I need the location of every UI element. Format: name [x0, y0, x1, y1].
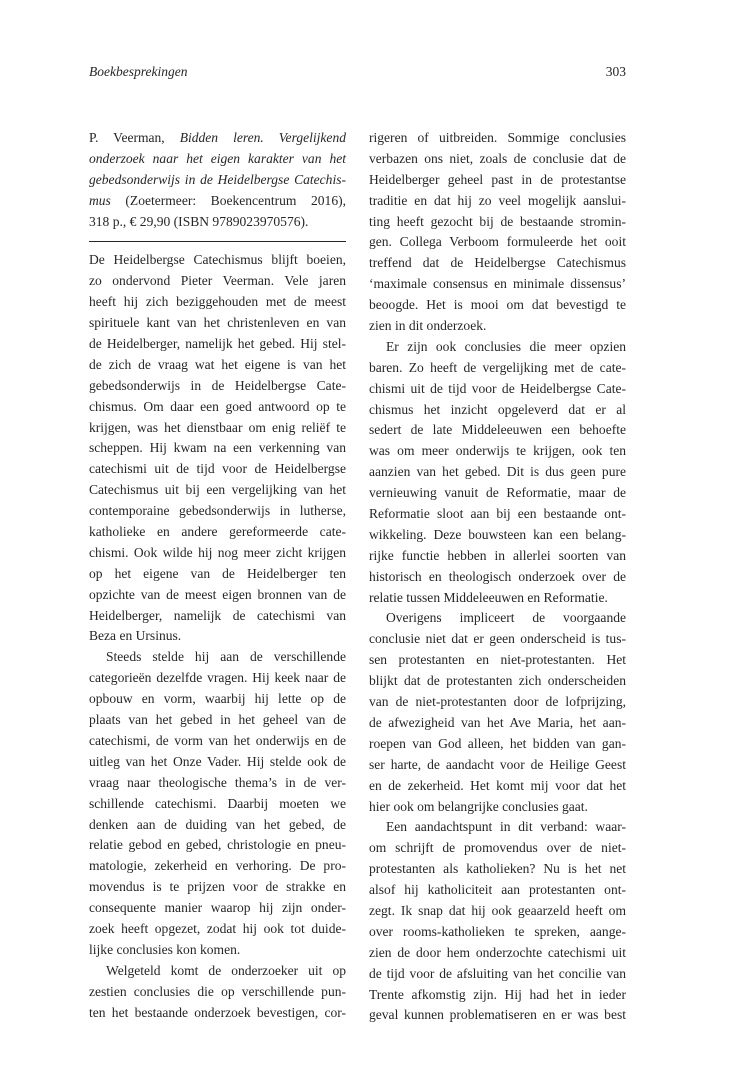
text-line: ‘maximale consensus en minimale dissensus’	[369, 276, 626, 292]
text-line: consequente manier waarop hij zijn onder-	[89, 900, 346, 916]
text-line: de afwezigheid van het Ave Maria, het aan-	[369, 714, 626, 730]
citation-title-text: mus	[89, 192, 111, 208]
text-line: Welgeteld komt de onderzoeker uit op	[106, 962, 346, 978]
text-line: contemporaine gebedsonderwijs in lutherse,	[89, 503, 346, 519]
text-line: relatie gebod en gebed, christologie en pneu-	[89, 837, 346, 853]
text-line: zien de door hem onderzochte catechismi uit	[369, 944, 626, 960]
left-column-body	[89, 250, 346, 1023]
right-column	[369, 128, 626, 1026]
left-column	[89, 128, 346, 1023]
text-line: chismi. Ook wilde hij nog meer zicht krijgen	[89, 544, 346, 560]
text-line: Beza en Ursinus.	[89, 628, 182, 644]
text-line: ting heeft gezocht bij de bestaande stromin-	[369, 213, 626, 229]
text-line: opzichte van de meest eigen bronnen van de	[89, 586, 346, 602]
text-line: de Heidelberger, namelijk het gebed. Hij stel-	[89, 336, 346, 352]
text-line: rijke functie hebben in allerlei soorten van	[369, 547, 626, 563]
text-line: schillende catechismi. Daarbij moeten we	[89, 795, 346, 811]
text-line: krijgen, was het dienstbaar om enig reliëf te	[89, 419, 346, 435]
citation-divider	[89, 241, 346, 242]
citation-title-text: Bidden leren. Vergelijkend	[179, 130, 346, 145]
text-line: heeft hij zich beziggehouden met de meest	[89, 294, 346, 310]
text-line: matologie, zekerheid en verhoring. De pro-	[89, 858, 346, 874]
text-line: scheppen. Hij kwam na een verkenning van	[89, 440, 346, 456]
paragraph	[369, 817, 626, 1026]
paragraph	[369, 128, 626, 337]
citation-text: (Zoetermeer: Boekencentrum 2016),	[110, 192, 346, 208]
text-line: opbouw en vorm, waarbij hij lette op de	[89, 691, 346, 707]
text-line: de tijd voor de afsluiting van het concilie van	[369, 965, 626, 981]
text-line: denken aan de duiding van het gebed, de	[89, 816, 346, 832]
text-line: chismus. Om daar een goed antwoord op te	[89, 398, 346, 414]
right-column-body	[369, 128, 626, 1026]
text-line: lijke conclusies kon komen.	[89, 941, 241, 957]
citation-line	[89, 170, 346, 191]
text-line: Overigens impliceert de voorgaande	[386, 610, 626, 626]
text-line: beoogde. Het is mooi om dat bevestigd te	[369, 297, 626, 313]
text-line: Catechismus uit bij een vergelijking van het	[89, 482, 346, 498]
text-line: gen. Collega Verboom formuleerde het ooit	[369, 234, 626, 250]
text-line: vraag naar theologische thema’s in de ver-	[89, 774, 346, 790]
text-line: over rooms-katholieken te spreken, aange-	[369, 923, 626, 939]
citation-title-text: gebedsonderwijs in de Heidelbergse Catechis-	[89, 171, 346, 187]
text-line: katholieke en andere gereformeerde cate-	[89, 524, 346, 540]
text-line: roepen van God alleen, het bidden van gan-	[369, 735, 626, 751]
text-line: treffend dat de Heidelbergse Catechismus	[369, 255, 626, 271]
text-line: historisch en theologisch onderzoek over de	[369, 568, 626, 584]
text-line: Trente afkomstig zijn. Hij had het in ieder	[369, 986, 626, 1002]
text-line: Steeds stelde hij aan de verschillende	[106, 649, 346, 665]
text-line: was om meer onderwijs te krijgen, ook ten	[369, 443, 626, 459]
text-line: plaats van het gebed in het geheel van de	[89, 712, 346, 728]
text-line: de zich de vraag wat het eigene is van het	[89, 356, 346, 372]
paragraph	[369, 608, 626, 817]
text-line: conclusie niet dat er geen onderscheid is tus-	[369, 631, 626, 647]
text-line: catechismi, de vorm van het onderwijs en de	[89, 732, 346, 748]
text-line: sedert de late Middeleeuwen een behoefte	[369, 422, 626, 438]
book-citation	[89, 128, 346, 232]
paragraph	[89, 961, 346, 1024]
text-line: traditie en dat hij zo veel mogelijk aanslui-	[369, 192, 626, 208]
text-line: ser harte, de aandacht voor de Heilige Geest	[369, 756, 626, 772]
paragraph	[89, 250, 346, 647]
text-line: verbazen ons niet, zoals de conclusie dat de	[369, 150, 626, 166]
text-line: relatie tussen Middeleeuwen en Reformatie.	[369, 589, 608, 605]
page-number: 303	[605, 64, 626, 79]
text-line: chismus het inzicht opgeleverd dat er al	[369, 401, 626, 417]
text-line: Reformatie sloot aan bij een bestaande ont-	[369, 506, 626, 522]
text-line: aanzien van het gebed. Dit is dus geen pure	[369, 464, 626, 480]
text-line: op het eigene van de Heidelberger ten	[89, 565, 346, 581]
page-header	[89, 60, 626, 84]
text-line: wikkeling. Deze bouwsteen kan een belang-	[369, 526, 626, 542]
text-line: baren. Zo heeft de vergelijking met de cate-	[369, 359, 626, 375]
text-line: blijkt dat de protestanten zich onderscheiden	[369, 673, 626, 689]
text-line: Heidelberger geheel past in de protestantse	[369, 171, 626, 187]
text-line: uitleg van het Onze Vader. Hij stelde ook de	[89, 753, 346, 769]
citation-text: P. Veerman,	[89, 130, 180, 145]
text-line: zestien conclusies die op verschillende pun-	[89, 983, 346, 999]
text-line: alsof hij katholiciteit aan protestanten ont-	[369, 882, 626, 898]
text-line: sen protestanten en niet-protestanten. Het	[369, 652, 626, 668]
text-line: protestanten als katholieken? Nu is het net	[369, 861, 626, 877]
text-line: hier ook om belangrijke conclusies gaat.	[369, 798, 588, 814]
text-line: zoek heeft opgezet, zodat hij ook tot duide-	[89, 920, 346, 936]
text-line: catechismi uit de tijd voor de Heidelbergse	[89, 461, 346, 477]
text-line: zien in dit onderzoek.	[369, 318, 487, 334]
text-line: rigeren of uitbreiden. Sommige conclusies	[369, 130, 626, 145]
text-line: geval kunnen problematiseren en er was best	[369, 1007, 626, 1023]
text-line: Er zijn ook conclusies die meer opzien	[386, 338, 626, 354]
text-line: en de zekerheid. Het komt mij voor dat het	[369, 777, 626, 793]
text-line: categorieën dezelfde vragen. Hij keek naar de	[89, 670, 346, 686]
text-line: spirituele kant van het christenleven en van	[89, 315, 346, 331]
citation-line	[89, 128, 346, 149]
text-line: Een aandachtspunt in dit verband: waar-	[386, 819, 626, 835]
text-line: gebedsonderwijs in de Heidelbergse Cate-	[89, 377, 346, 393]
text-line: zo ondervond Pieter Veerman. Vele jaren	[89, 273, 346, 289]
citation-text: 318 p., € 29,90 (ISBN 9789023970576).	[89, 213, 309, 229]
text-line: movendus is te prijzen voor de strakke en	[89, 879, 346, 895]
text-line: ten het bestaande onderzoek bevestigen, cor-	[89, 1004, 346, 1020]
text-line: zegt. Ik snap dat hij ook geaarzeld heeft om	[369, 902, 626, 918]
text-line: om schrijft de promovendus over de niet-	[369, 840, 626, 856]
paragraph	[89, 647, 346, 960]
running-title: Boekbesprekingen	[89, 64, 188, 79]
citation-line	[89, 191, 346, 212]
text-line: chismi uit de tijd voor de Heidelbergse Cate-	[369, 380, 626, 396]
citation-line	[89, 149, 346, 170]
text-line: De Heidelbergse Catechismus blijft boeien,	[89, 252, 346, 268]
text-line: van de niet-protestanten door de lofprijzing,	[369, 694, 626, 710]
paragraph	[369, 337, 626, 609]
citation-line	[89, 212, 346, 233]
citation-title-text: onderzoek naar het eigen karakter van het	[89, 150, 346, 166]
text-line: Heidelberger, namelijk de catechismi van	[89, 607, 346, 623]
text-line: vernieuwing vanuit de Reformatie, maar de	[369, 485, 626, 501]
